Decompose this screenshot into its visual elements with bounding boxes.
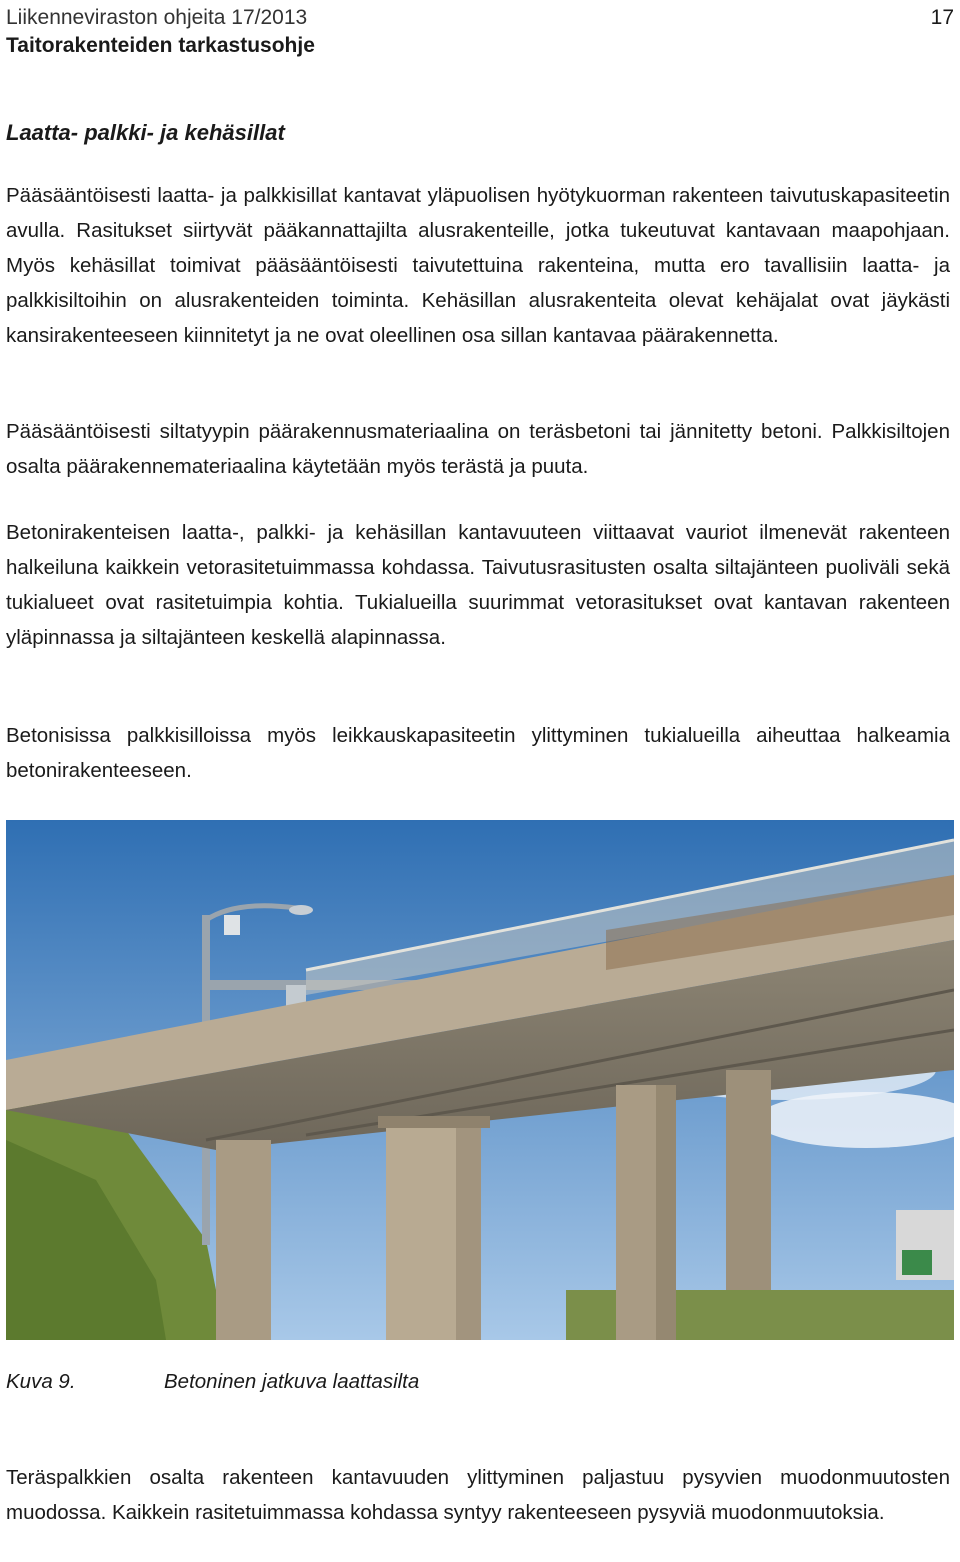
distant-sign [902, 1250, 932, 1275]
lamp-head [289, 905, 313, 915]
figure-label: Kuva 9. [6, 1370, 76, 1393]
paragraph-closing: Teräspalkkien osalta rakenteen kantavuuden ylittyminen paljastuu pysyvien muodonmuutosten muodossa. Kaikkein rasitetuimmassa kohdassa syntyy rakenteeseen pysyviä muodonmuutoksia. [6, 1466, 950, 1524]
section-title: Laatta- palkki- ja kehäsillat [6, 120, 285, 145]
publication-title: Taitorakenteiden tarkastusohje [6, 34, 315, 57]
figure-caption-text: Betoninen jatkuva laattasilta [164, 1370, 420, 1393]
paragraph-1: Pääsääntöisesti laatta- ja palkkisillat kantavat yläpuolisen hyötykuorman rakenteen taivutuskapasiteetin avulla. Rasitukset siirtyvät pääkannattajilta alusrakenteille, jotka tukeutuvat kantavaan maapohjaan. Myös kehäsillat toimivat pääsääntöisesti taivutettuina rakenteina, mutta ero tavallisiin laatta- ja palkkisiltoihin on alusrakenteiden toiminta. Kehäsillan alusrakenteita olevat kehäjalat ovat jäykästi kansirakenteeseen kiinnitetyt ja ne ovat oleellinen osa sillan kantavaa päärakennetta. [6, 184, 950, 347]
bridge-photo [6, 820, 954, 1340]
paragraph-4: Betonisissa palkkisilloissa myös leikkauskapasiteetin ylittyminen tukialueilla aiheuttaa halkeamia betonirakenteeseen. [6, 724, 950, 782]
page-number: 17 [930, 6, 954, 29]
camera-box [224, 915, 240, 935]
bridge-pier [216, 1140, 271, 1340]
bridge-pier [726, 1070, 771, 1290]
page-header [6, 4, 954, 60]
figure-caption [6, 1370, 420, 1394]
bridge-photo-illustration [6, 820, 954, 1340]
paragraph-2: Pääsääntöisesti siltatyypin päärakennusmateriaalina on teräsbetoni tai jännitetty betoni. Palkkisiltojen osalta päärakennemateriaalina käytetään myös terästä ja puuta. [6, 420, 950, 478]
publication-series: Liikenneviraston ohjeita 17/2013 [6, 6, 308, 29]
paragraph-3: Betonirakenteisen laatta-, palkki- ja kehäsillan kantavuuteen viittaavat vauriot ilmenevät rakenteen halkeiluna kaikkein vetorasitetuimmassa kohdassa. Taivutusrasitusten osalta siltajänteen puoliväli sekä tukialueet ovat rasitetuimpia kohtia. Tukialueilla suurimmat vetorasitukset ovat kantavan rakenteen yläpinnassa ja siltajänteen keskellä alapinnassa. [6, 521, 950, 649]
pier-shadow [656, 1085, 676, 1340]
pier-cap [378, 1116, 490, 1128]
pier-shadow [456, 1128, 481, 1340]
